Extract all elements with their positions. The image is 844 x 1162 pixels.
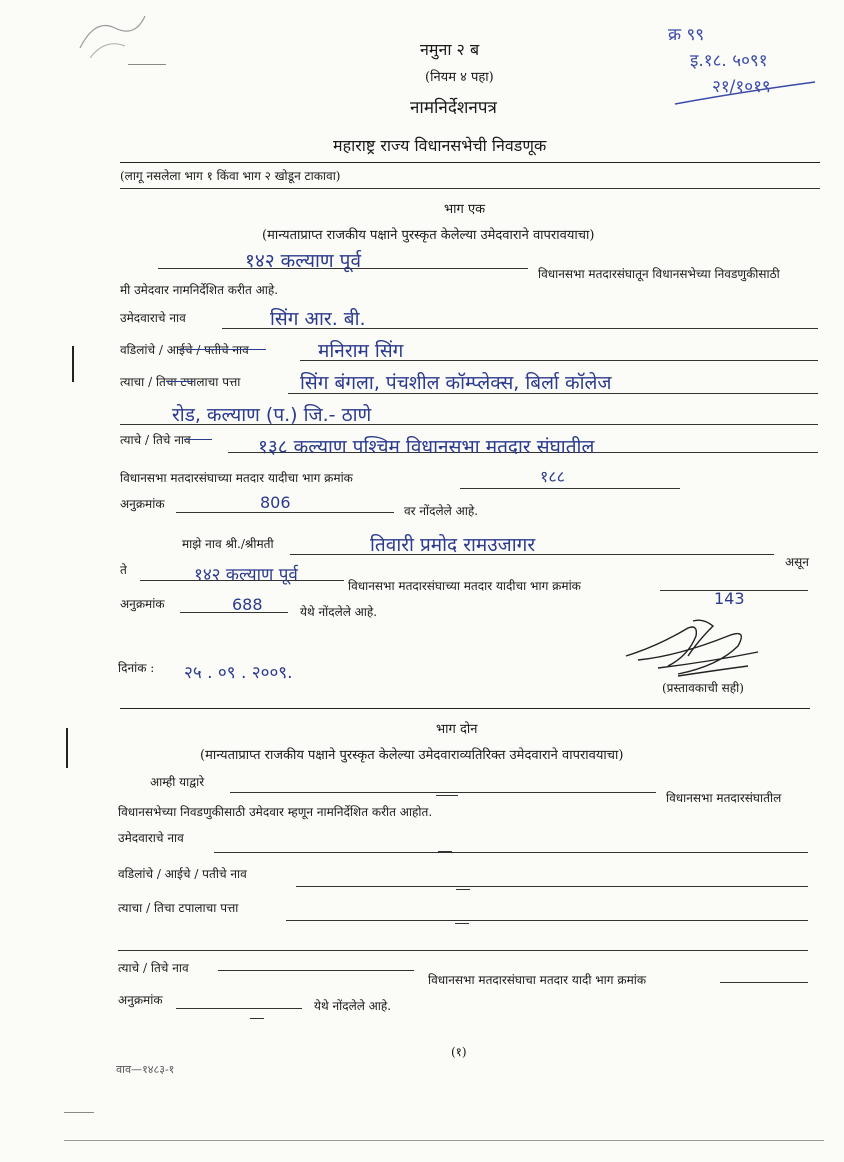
- we-label: आम्ही याद्वारे: [150, 775, 205, 789]
- label-strike: [166, 381, 194, 382]
- header-divider: [120, 162, 820, 163]
- part1-subheading: (मान्यताप्राप्त राजकीय पक्षाने पुरस्कृत केलेल्या उमेदवाराने वापरावयाचा): [262, 228, 595, 243]
- date-label: दिनांक :: [118, 661, 155, 675]
- part2-address-line-1: [286, 920, 808, 921]
- label-strike: [178, 349, 266, 350]
- label-strike: [184, 439, 212, 440]
- part2-part-line: [720, 982, 808, 983]
- serial2-label: अनुक्रमांक: [120, 597, 165, 611]
- corner-scribble-mark: [70, 8, 150, 68]
- part-number-line: [460, 488, 680, 489]
- bottom-edge-line: [64, 1140, 824, 1141]
- part-number-value: १८८: [540, 467, 565, 486]
- page-number: (१): [451, 1045, 467, 1059]
- dash-mark: [436, 795, 458, 796]
- serial2-value: 688: [232, 595, 263, 614]
- corner-mark: [128, 64, 166, 65]
- rule-reference: (नियम ४ पहा): [425, 70, 494, 85]
- part2-his-line: [218, 970, 414, 971]
- annotation-line-1: क्र ९९: [668, 25, 705, 45]
- part2-father-line: [296, 886, 808, 887]
- footer-mark: [64, 1112, 94, 1113]
- we-line: [230, 792, 656, 793]
- part2-candidate-label: उमेदवाराचे नाव: [118, 831, 184, 845]
- address-value-1: सिंग बंगला, पंचशील कॉम्प्लेक्स, बिर्ला कॉलेज: [300, 372, 612, 394]
- part2-heading: भाग दोन: [436, 722, 478, 737]
- my-name-label: माझे नाव श्री./श्रीमती: [182, 537, 274, 551]
- annotation-line-2: इ.१८. ५०९१: [690, 51, 768, 71]
- signature-label: (प्रस्तावकाची सही): [662, 681, 744, 695]
- father-name-label: वडिलांचे / आईचे / पतीचे नाव: [120, 343, 249, 357]
- constituency-suffix: विधानसभा मतदारसंघातून विधानसभेच्या निवडणुकीसाठी: [538, 267, 780, 281]
- dash-mark: [298, 970, 312, 971]
- margin-mark: [66, 728, 68, 768]
- address-label: त्याचा / तिचा टपालाचा पत्ता: [120, 375, 241, 389]
- part-number-label: विधानसभा मतदारसंघाच्या मतदार यादीचा भाग क्रमांक: [120, 471, 353, 485]
- my-name-value: तिवारी प्रमोद रामउजागर: [370, 534, 536, 556]
- annotation-line-3: २१/१०१९: [712, 77, 771, 97]
- part2-serial-label: अनुक्रमांक: [118, 993, 163, 1007]
- margin-mark: [72, 346, 74, 382]
- te-value: १४२ कल्याण पूर्व: [194, 565, 298, 585]
- part2-candidate-line: [214, 852, 808, 853]
- dash-mark: [438, 851, 452, 852]
- part2-address-label: त्याचा / तिचा टपालाचा पत्ता: [118, 901, 239, 915]
- part2-father-label: वडिलांचे / आईचे / पतीचे नाव: [118, 867, 247, 881]
- form-subtitle: महाराष्ट्र राज्य विधानसभेची निवडणूक: [333, 136, 547, 155]
- dash-mark: [456, 889, 470, 890]
- nominate-line: मी उमेदवार नामनिर्देशित करीत आहे.: [120, 283, 279, 297]
- registered2-text: येथे नोंदलेले आहे.: [300, 605, 378, 619]
- his-name-label: त्याचे / तिचे नाव: [120, 433, 191, 447]
- print-code: वाव—१४८३-१: [116, 1063, 175, 1076]
- form-title: नामनिर्देशनपत्र: [410, 98, 497, 118]
- father-name-value: मनिराम सिंग: [318, 340, 404, 362]
- te-suffix: विधानसभा मतदारसंघाच्या मतदार यादीचा भाग क्रमांक: [348, 579, 581, 593]
- instruction: (लागू नसलेला भाग १ किंवा भाग २ खोडून टाकावा): [120, 169, 341, 183]
- registered-text: वर नोंदलेले आहे.: [404, 504, 479, 518]
- dash-mark: [455, 923, 469, 924]
- te-label: ते: [120, 563, 127, 577]
- dash-mark: [250, 1018, 264, 1019]
- part2-his-label: त्याचे / तिचे नाव: [118, 961, 189, 975]
- candidate-name-value: सिंग आर. बी.: [270, 308, 366, 330]
- date-value: २५ . ०९ . २००९.: [184, 663, 293, 683]
- address-value-2: रोड, कल्याण (प.) जि.- ठाणे: [172, 404, 372, 426]
- form-number: नमुना २ ब: [420, 40, 480, 59]
- part2-serial-line: [176, 1008, 302, 1009]
- part2-his-suffix: विधानसभा मतदारसंघाचा मतदार यादी भाग क्रमांक: [428, 973, 647, 987]
- we-suffix: विधानसभा मतदारसंघातील: [666, 791, 782, 805]
- constituency-value: १४२ कल्याण पूर्व: [245, 250, 362, 272]
- serial-number-label: अनुक्रमांक: [120, 497, 165, 511]
- part2-address-line-2: [118, 950, 808, 951]
- part2-subheading: (मान्यताप्राप्त राजकीय पक्षाने पुरस्कृत केलेल्या उमेदवाराव्यतिरिक्त उमेदवाराने वापरावयाचा): [200, 748, 624, 763]
- asun-text: असून: [785, 555, 809, 569]
- candidate-name-label: उमेदवाराचे नाव: [120, 311, 186, 325]
- part1-heading: भाग एक: [444, 202, 486, 217]
- te-part-value: 143: [714, 589, 745, 608]
- part2-nominate-line: विधानसभेच्या निवडणुकीसाठी उमेदवार म्हणून नामनिर्देशित करीत आहोत.: [118, 805, 433, 819]
- part2-registered: येथे नोंदलेले आहे.: [314, 999, 392, 1013]
- instruction-divider: [120, 188, 820, 189]
- his-name-value: १३८ कल्याण पश्चिम विधानसभा मतदार संघातील: [258, 436, 595, 458]
- serial-number-value: 806: [260, 493, 291, 512]
- annotation-underline: [670, 62, 820, 112]
- part-divider: [120, 708, 810, 709]
